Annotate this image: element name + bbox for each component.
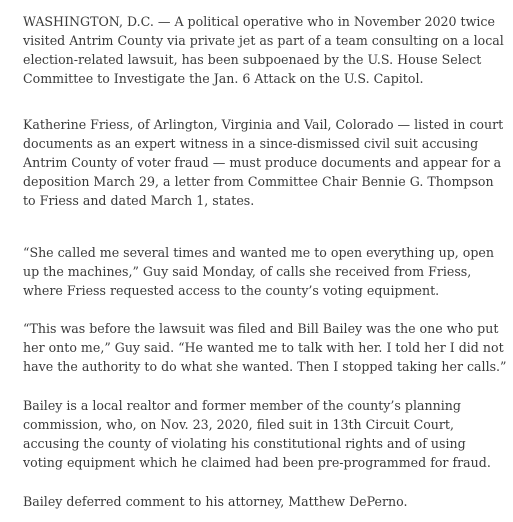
- article-paragraph-2: Katherine Friess, of Arlington, Virginia and Vail, Colorado — listed in court documents as an expert witness in a since-dismissed civil suit accusing Antrim County of voter fraud — must produce documents and appear for a deposition March 29, a letter from Committee Chair Bennie G. Thompson to Friess and dated March 1, states.: [23, 117, 504, 208]
- article-paragraph-6: Bailey deferred comment to his attorney, Matthew DePerno.: [23, 494, 408, 509]
- article-paragraph-3: “She called me several times and wanted me to open everything up, open up the machines,” Guy said Monday, of calls she received from Friess, where Friess requested access to the county’s voting equipment.: [23, 245, 494, 298]
- article-paragraph-1: WASHINGTON, D.C. — A political operative who in November 2020 twice visited Antrim County via private jet as part of a team consulting on a local election-related lawsuit, has been subpoenaed by the U.S. House Select Committee to Investigate the Jan. 6 Attack on the U.S. Capitol.: [23, 14, 504, 86]
- article-paragraph-4: “This was before the lawsuit was filed and Bill Bailey was the one who put her onto me,” Guy said. “He wanted me to talk with her. I told her I did not have the authority to do what she wanted. Then I stopped taking her calls.”: [23, 321, 507, 374]
- article-paragraph-5: Bailey is a local realtor and former member of the county’s planning commission, who, on Nov. 23, 2020, filed suit in 13th Circuit Court, accusing the county of violating his constitutional rights and of using voting equipment which he claimed had been pre-programmed for fraud.: [23, 398, 491, 470]
